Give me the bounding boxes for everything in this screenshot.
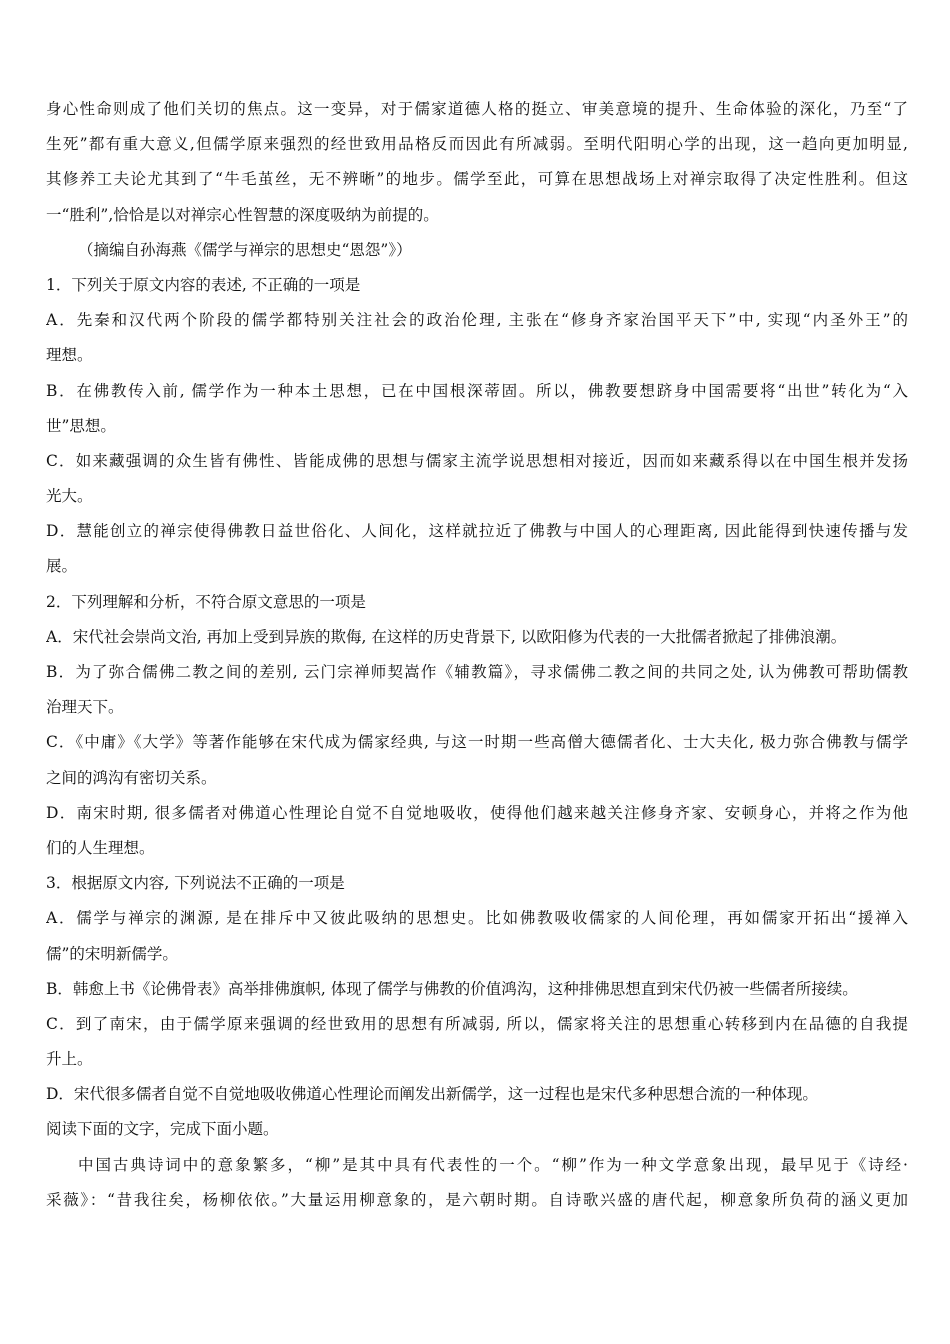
option-b: B．在佛教传入前, 儒学作为一种本土思想，已在中国根深蒂固。所以，佛教要想跻身中国需要将“出世”转化为“入 bbox=[46, 381, 908, 400]
passage-continuation bbox=[46, 92, 908, 268]
option-a-cont: 理想。 bbox=[46, 346, 93, 365]
question-1 bbox=[46, 268, 908, 585]
passage-line: 其修养工夫论尤其到了“牛毛茧丝，无不辨晰”的地步。儒学至此，可算在思想战场上对禅宗取得了决定性胜利。但这 bbox=[46, 170, 908, 189]
section-instruction: 阅读下面的文字，完成下面小题。 bbox=[46, 1120, 279, 1139]
passage-line: 身心性命则成了他们关切的焦点。这一变异，对于儒家道德人格的挺立、审美意境的提升、生命体验的深化，乃至“了 bbox=[46, 100, 908, 118]
passage-source: （摘编自孙海燕《儒学与禅宗的思想史“恩怨”》） bbox=[78, 240, 412, 259]
option-a: A．宋代社会崇尚文治, 再加上受到异族的欺侮, 在这样的历史背景下, 以欧阳修为代表的一大批儒者掀起了排佛浪潮。 bbox=[46, 627, 847, 646]
question-3 bbox=[46, 866, 908, 1112]
option-d: D．宋代很多儒者自觉不自觉地吸收佛道心性理论而阐发出新儒学，这一过程也是宋代多种思想合流的一种体现。 bbox=[46, 1085, 818, 1104]
option-d-cont: 们的人生理想。 bbox=[46, 838, 155, 857]
passage-line: 一“胜利”,恰恰是以对禅宗心性智慧的深度吸纳为前提的。 bbox=[46, 205, 439, 224]
option-a: A．先秦和汉代两个阶段的儒学都特别关注社会的政治伦理, 主张在“修身齐家治国平天下”中, 实现“内圣外王”的 bbox=[46, 311, 908, 330]
option-b: B．韩愈上书《论佛骨表》高举排佛旗帜, 体现了儒学与佛教的价值鸿沟，这种排佛思想直到宋代仍被一些儒者所接续。 bbox=[46, 979, 858, 998]
option-a-cont: 儒”的宋明新儒学。 bbox=[46, 944, 178, 963]
option-c-cont: 光大。 bbox=[46, 487, 93, 506]
option-c-cont: 升上。 bbox=[46, 1050, 93, 1069]
option-b-cont: 世”思想。 bbox=[46, 416, 116, 435]
option-c: C．《中庸》《大学》等著作能够在宋代成为儒家经典, 与这一时期一些高僧大德儒者化、士大夫化, 极力弥合佛教与儒学 bbox=[46, 733, 908, 752]
option-b: B．为了弥合儒佛二教之间的差别, 云门宗禅师契嵩作《辅教篇》，寻求儒佛二教之间的共同之处, 认为佛教可帮助儒教 bbox=[46, 663, 908, 681]
option-c: C．到了南宋，由于儒学原来强调的经世致用的思想有所减弱, 所以，儒家将关注的思想重心转移到内在品德的自我提 bbox=[46, 1014, 908, 1033]
option-d-cont: 展。 bbox=[46, 557, 78, 576]
document-page bbox=[46, 92, 908, 1218]
passage-line: 中国古典诗词中的意象繁多，“柳”是其中具有代表性的一个。“柳”作为一种文学意象出现，最早见于《诗经· bbox=[78, 1155, 908, 1174]
question-stem: 3．根据原文内容, 下列说法不正确的一项是 bbox=[46, 874, 345, 893]
option-d: D．南宋时期, 很多儒者对佛道心性理论自觉不自觉地吸收，使得他们越来越关注修身齐家、安顿身心，并将之作为他 bbox=[46, 803, 908, 822]
question-stem: 1．下列关于原文内容的表述, 不正确的一项是 bbox=[46, 275, 361, 294]
option-b-cont: 治理天下。 bbox=[46, 698, 124, 717]
question-stem: 2．下列理解和分析，不符合原文意思的一项是 bbox=[46, 592, 366, 611]
question-2 bbox=[46, 585, 908, 867]
option-d: D．慧能创立的禅宗使得佛教日益世俗化、人间化，这样就拉近了佛教与中国人的心理距离, 因此能得到快速传播与发 bbox=[46, 522, 908, 541]
option-c-cont: 之间的鸿沟有密切关系。 bbox=[46, 768, 217, 787]
option-c: C．如来藏强调的众生皆有佛性、皆能成佛的思想与儒家主流学说思想相对接近，因而如来藏系得以在中国生根并发扬 bbox=[46, 451, 908, 470]
passage-line: 采薇》：“昔我往矣，杨柳依依。”大量运用柳意象的，是六朝时期。自诗歌兴盛的唐代起，柳意象所负荷的涵义更加 bbox=[46, 1190, 908, 1209]
passage-line: 生死”都有重大意义,但儒学原来强烈的经世致用品格反而因此有所减弱。至明代阳明心学的出现，这一趋向更加明显, bbox=[46, 135, 908, 154]
reading-section-2 bbox=[46, 1112, 908, 1218]
option-a: A．儒学与禅宗的渊源, 是在排斥中又彼此吸纳的思想史。比如佛教吸收儒家的人间伦理，再如儒家开拓出“援禅入 bbox=[46, 909, 908, 928]
